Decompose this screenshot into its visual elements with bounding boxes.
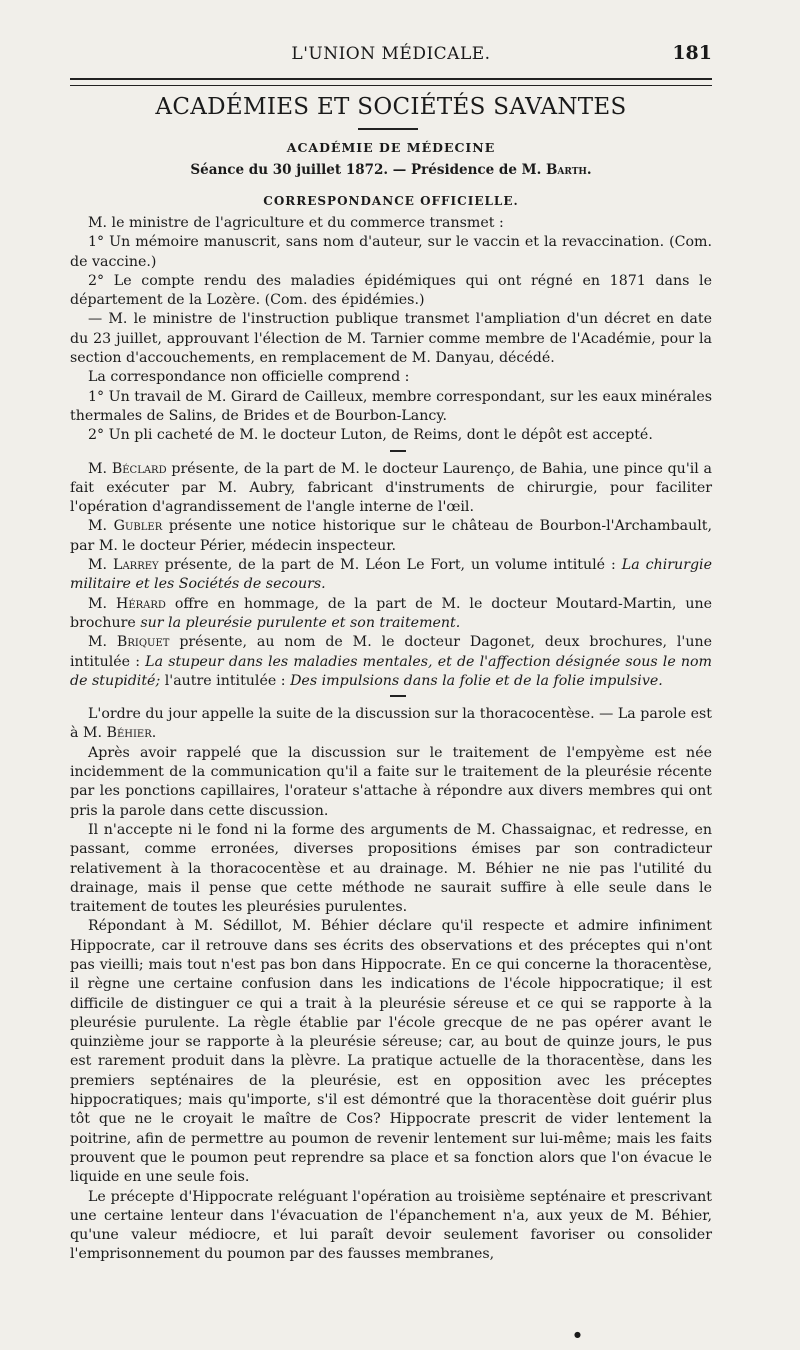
paragraph-12-mid: l'autre intitulée : [164, 672, 286, 689]
paragraph-9: M. Gubler présente une notice historique sur le château de Bourbon-l'Archambault, par M. le docteur Périer, médecin inspecteur. [70, 518, 713, 554]
book-title: La chirurgie militaire et les Sociétés de secours. [70, 557, 712, 593]
separator [70, 691, 712, 701]
journal-title: L'UNION MÉDICALE. [291, 44, 491, 64]
member-name: Béhier. [106, 725, 157, 742]
book-title: La stupeur dans les maladies mentales, et de l'affection désignée sous le nom de stupidité; [70, 653, 712, 689]
member-name: Briquet [116, 634, 170, 651]
paragraph-3: 2° Le compte rendu des maladies épidémiques qui ont régné en 1871 dans le département de la Lozère. (Com. des épidémies.) [70, 272, 712, 309]
paragraph-8-text: présente, de la part de M. le docteur Laurenço, de Bahia, une pince qu'il a fait exécuter par M. Aubry, fabricant d'instruments de chirurgie, pour faciliter l'opération d'agrandissement de l'angle interne de l'œil. [70, 460, 713, 516]
correspondence-heading: CORRESPONDANCE OFFICIELLE. [263, 194, 519, 208]
academy-heading: ACADÉMIE DE MÉDECINE [286, 140, 496, 155]
paragraph-7: 2° Un pli cacheté de M. le docteur Luton, de Reims, dont le dépôt est accepté. [88, 427, 653, 444]
header-rule [70, 78, 712, 86]
paragraph-10: M. Larrey présente, de la part de M. Léon Le Fort, un volume intitulé : La chirurgie militaire et les Sociétés de secours. [70, 557, 712, 593]
paragraph-17: Le précepte d'Hippocrate reléguant l'opération au troisième septénaire et prescrivant une certaine lenteur dans l'évacuation de l'épanchement n'a, aux yeux de M. Béhier, qu'une valeur médiocre, et lui paraît devoir seulement favoriser ou consolider l'emprisonnement du poumon par des fausses membranes, [70, 1188, 712, 1263]
paragraph-2: 1° Un mémoire manuscrit, sans nom d'auteur, sur le vaccin et la revaccination. (Com. de vaccine.) [70, 234, 712, 270]
book-title: Des impulsions dans la folie et de la folie impulsive. [290, 672, 663, 689]
session-president: Barth. [546, 162, 592, 178]
member-name: Gubler [113, 518, 163, 535]
bullet-ornament: ● [574, 1330, 581, 1339]
paragraph-13-text: L'ordre du jour appelle la suite de la discussion sur la thoracocentèse. — La parole est à M. [70, 706, 712, 742]
paragraph-13 [70, 705, 712, 744]
paragraph-14: Après avoir rappelé que la discussion sur le traitement de l'empyème est née incidemment de la communication qu'il a faite sur le traitement de la pleurésie récente par les ponctions capillaires, l'orateur s'attache à répondre aux divers membres qui ont pris la parole dans cette discussion. [70, 744, 712, 819]
member-name: Béclard [111, 460, 167, 477]
paragraph-12: M. Briquet présente, au nom de M. le docteur Dagonet, deux brochures, l'une intitulée : La stupeur dans les maladies mentales, et de l'affection désignée sous le nom de stupidité; l'autre intitulée : Des impulsions dans la folie et de la folie impulsive. [70, 634, 712, 689]
separator [70, 446, 712, 456]
paragraph-16: Répondant à M. Sédillot, M. Béhier déclare qu'il respecte et admire infiniment Hippocrate, car il retrouve dans ses écrits des observations et des préceptes qui n'ont pas vieilli; mais tout n'est pas bon dans Hippocrate. En ce qui concerne la thoracentèse, il règne une certaine confusion dans les indications de l'école hippocratique; il est difficile de distinguer ce qui a trait à la pleurésie séreuse et ce qui se rapporte à la pleurésie purulente. La règle établie par l'école grecque de ne pas opérer avant le quinzième jour se rapporte à la pleurésie séreuse; car, au bout de quinze jours, le pus est rarement produit dans la plèvre. La pratique actuelle de la thoracentèse, dans les premiers septénaires de la pleurésie, est en opposition avec les préceptes hippocratiques; mais qu'importe, s'il est démontré que la thoracentèse doit guérir plus tôt que ne le croyait le maître de Cos? Hippocrate prescrit de vider lentement la poitrine, afin de permettre au poumon de revenir lentement sur lui-même; mais les faits prouvent que le poumon peut reprendre sa place et sa fonction alors que l'on évacue le liquide en une seule fois. [70, 918, 712, 1186]
title-rule [358, 128, 418, 130]
member-name: Hérard [115, 595, 166, 612]
paragraph-6: 1° Un travail de M. Girard de Cailleux, membre correspondant, sur les eaux minérales thermales de Salins, de Brides et de Bourbon-Lancy. [70, 388, 712, 424]
book-title: sur la pleurésie purulente et son traitement. [140, 614, 461, 631]
article-body [70, 214, 712, 1265]
paragraph-4: — M. le ministre de l'instruction publique transmet l'ampliation d'un décret en date du 23 juillet, approuvant l'élection de M. Tarnier comme membre de l'Académie, pour la section d'accouchements, en remplacement de M. Danyau, décédé. [70, 311, 712, 367]
paragraph-11-text: offre en hommage, de la part de M. le docteur Moutard-Martin, une brochure [70, 595, 713, 631]
paragraph-12-text: présente, au nom de M. le docteur Dagonet, deux brochures, l'une intitulée : [70, 634, 712, 670]
paragraph-11: M. Hérard offre en hommage, de la part de M. le docteur Moutard-Martin, une brochure sur la pleurésie purulente et son traitement. [70, 595, 713, 631]
session-text: Séance du 30 juillet 1872. — Présidence de M. [190, 162, 542, 178]
paragraph-15: Il n'accepte ni le fond ni la forme des arguments de M. Chassaignac, et redresse, en passant, comme erronées, diverses propositions émises par son contradicteur relativement à la thoracocentèse et au drainage. M. Béhier ne nie pas l'utilité du drainage, mais il pense que cette méthode ne saurait suffire à elle seule dans le traitement de toutes les pleurésies purulentes. [70, 821, 712, 916]
running-head [70, 44, 712, 72]
paragraph-5: La correspondance non officielle comprend : [88, 369, 410, 386]
paragraph-10-text: présente, de la part de M. Léon Le Fort, un volume intitulé : [164, 557, 616, 574]
paragraph-8: M. Béclard présente, de la part de M. le docteur Laurenço, de Bahia, une pince qu'il a fait exécuter par M. Aubry, fabricant d'instruments de chirurgie, pour faciliter l'opération d'agrandissement de l'angle interne de l'œil. [70, 460, 713, 516]
paragraph-1: M. le ministre de l'agriculture et du commerce transmet : [88, 215, 504, 231]
member-name: Larrey [113, 557, 159, 574]
section-title: ACADÉMIES ET SOCIÉTÉS SAVANTES [155, 94, 627, 120]
paragraph-9-text: présente une notice historique sur le château de Bourbon-l'Archambault, par M. le docteur Périer, médecin inspecteur. [70, 518, 713, 554]
page-number: 181 [672, 42, 712, 64]
session-line [70, 162, 712, 178]
